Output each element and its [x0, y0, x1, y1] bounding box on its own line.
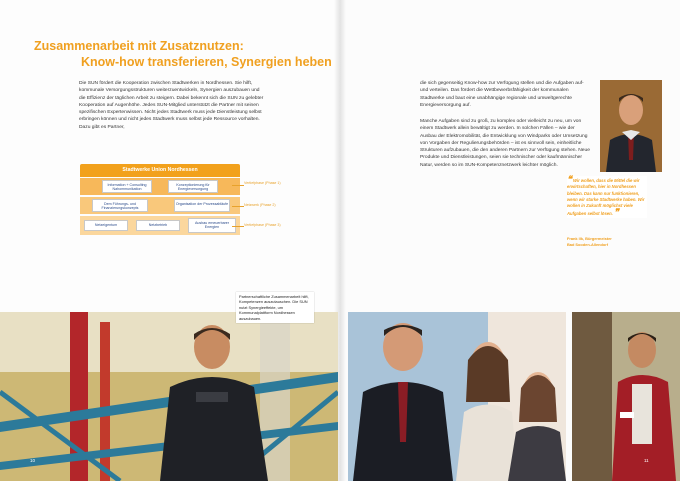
quote-author [567, 236, 647, 248]
photo-worker-industrial [0, 312, 338, 481]
diagram-box: Organisation der Prozessabläufe [174, 199, 230, 212]
diagram-title: Stadtwerke Union Nordhessen [80, 164, 240, 177]
headline [34, 38, 334, 70]
diagram-box: Konzeptionierung für Energieversorgung [168, 180, 218, 193]
diagram-phase-2: Netzwerk (Phase 2) [244, 203, 276, 207]
quote-author-name: Frank Ilk, Bürgermeister [567, 236, 612, 241]
industrial-scene [0, 312, 338, 481]
headline-line-1: Zusammenarbeit mit Zusatznutzen: [34, 39, 244, 53]
diagram-phase-1: Vertiefphase (Phase 1) [244, 181, 281, 185]
diagram-box: Netzeigentum [84, 220, 128, 231]
photo-worker-red-jacket [572, 312, 680, 481]
diagram-connector [232, 185, 244, 186]
quote-author-place: Bad Sooden-Allendorf [567, 242, 609, 247]
headline-line-2: Know-how transferieren, Synergien heben [81, 55, 332, 69]
diagram-box: Information + Consulting Nahommunikation [102, 180, 152, 193]
body-text-left: Die SUN fördert die Kooperation zwischen Stadtwerken in Nordhessen. Sie hilft, kommunale Versorgungsstrukturen weiterzuentwickeln, Synergien auszubauen und die Effizienz der täglichen Arbeit zu steigern. Dabei bekennt sich die SUN zu gelebter Kooperation auf Augenhöhe. Jedes SUN-Mitglied unterstützt die Partner mit seinen spezifischen Expertenwissen. Nicht jedes Stadtwerk muss jede Dienstleistung selbst erbringen können und nicht jedes Stadtwerk muss selbst jede Ressource vorhalten. Dazu gibt es Partner, [79, 81, 264, 130]
close-quote-icon: ❞ [614, 207, 619, 218]
meeting-scene [348, 312, 566, 481]
body-text-right-1: die sich gegenseitig Know-how zur Verfügung stellen und die Aufgaben auf- und verteilen. Das fördert die Wettbewerbsfähigkeit der kommunalen Stadtwerke und baut eine unabhängige regionale und umweltgerechte Energieversorgung auf. [420, 81, 584, 108]
open-quote-icon: ❝ [567, 174, 572, 184]
body-text-right-2: Manche Aufgaben sind zu groß, zu komplex oder vielleicht zu neu, um von einem Stadtwerk allein bewältigt zu werden. In solchen Fällen – wie der Ausbau der Elektromobilität, die Entwicklung von Windparks oder Umsetzung von Vorgaben der Regulierungsbehörden – ist es sinnvoll sein, einheitliche Strukturen aufzubauen, die den anderen Partnern zur Verfügung stehen. Neue Produkte und Dienstleistungen, seien sie technischer oder kaufmännischer Natur, werden so im SUN-Kompetenznetzwerk leichter möglich. [420, 119, 590, 168]
diagram-phase-3: Vertiefphase (Phase 3) [244, 223, 281, 227]
diagram-connector [232, 226, 244, 227]
portrait-photo [600, 80, 662, 172]
diagram-row-2 [80, 197, 240, 214]
outdoor-scene [572, 312, 680, 481]
page-number-left: 10 [30, 458, 36, 463]
quote-text: Wir wollen, dass die Mittel die wir erwirtschaften, hier in Nordhessen bleiben. Das kann nur funktionieren, wenn wir starke Stadtwerke haben. Wir wollen in Zukunft möglichst viele Aufgaben selbst lösen. [567, 178, 645, 217]
diagram-connector [232, 206, 244, 207]
diagram-box: Ausbau erneuerbarer Energien [188, 218, 236, 233]
photo-caption: Partnerschaftliche Zusammenarbeit hilft, Kompetenzen auszutauschen. Die SUN nutzt Synergieeffekte, um Kommunalplattform Nordhessen auszubauen. [236, 292, 314, 323]
diagram-row-1 [80, 178, 240, 195]
organization-diagram [80, 164, 240, 239]
diagram-box: Dem Führungs- und Finanzierungskonzepts [92, 199, 148, 212]
pull-quote [567, 176, 647, 218]
diagram-box: Netzbetrieb [136, 220, 180, 231]
diagram-row-3 [80, 216, 240, 235]
page-number-right: 11 [644, 458, 649, 463]
portrait-figure [600, 80, 662, 172]
photo-three-people [348, 312, 566, 481]
